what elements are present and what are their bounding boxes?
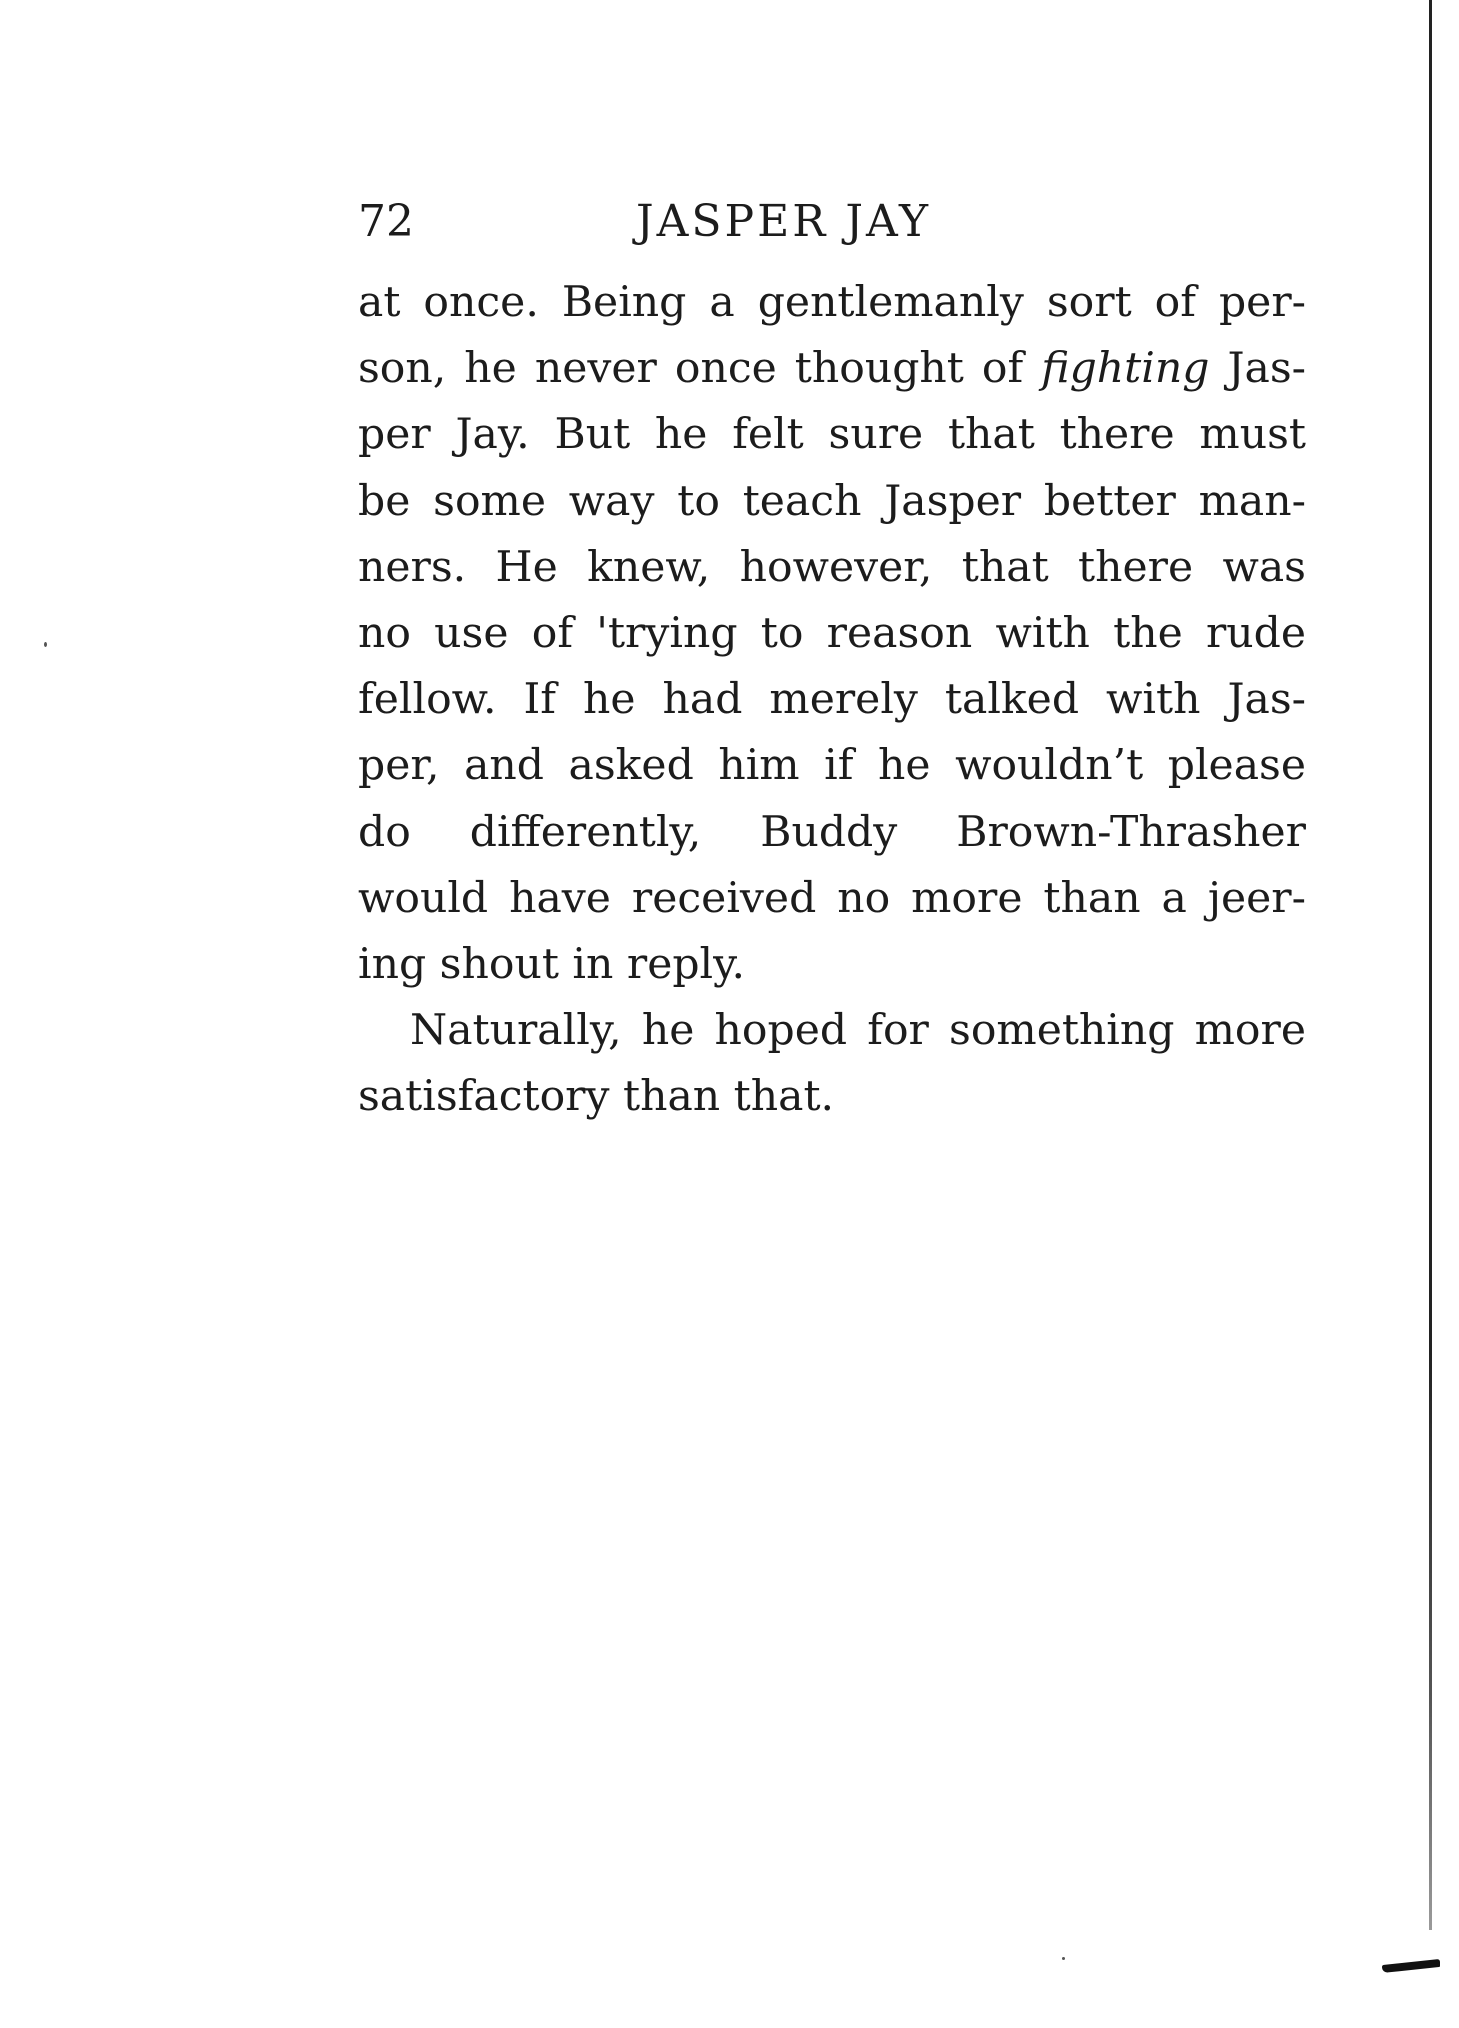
italic-word: fighting — [1041, 344, 1210, 394]
text-line — [358, 800, 1306, 866]
text-line — [358, 270, 1306, 336]
ink-speck — [44, 642, 47, 647]
body-text — [358, 270, 1306, 1130]
text-line — [358, 469, 1306, 535]
text-segment: per Jay. But he felt sure that there must — [358, 410, 1306, 460]
text-segment: son, he never once thought of — [358, 344, 1042, 394]
paragraph — [358, 998, 1306, 1130]
paragraph — [358, 270, 1306, 998]
page-number: 72 — [358, 196, 414, 247]
text-segment: would have received no more than a jeer- — [358, 873, 1306, 923]
page-edge-rule — [1429, 0, 1432, 1930]
running-head — [358, 192, 1308, 252]
text-line — [358, 402, 1306, 468]
text-segment: Jas- — [1209, 344, 1306, 394]
binding-mark — [1382, 1959, 1440, 1973]
text-segment: at once. Being a gentlemanly sort of per- — [358, 278, 1306, 327]
text-segment: fellow. If he had merely talked with Jas- — [358, 675, 1306, 725]
text-segment: per, and asked him if he wouldn’t please — [358, 741, 1306, 791]
text-segment: ners. He knew, however, that there was — [358, 542, 1306, 592]
text-line — [358, 336, 1306, 402]
text-line-last — [358, 932, 1306, 998]
text-segment: Naturally, he hoped for something more — [410, 1006, 1306, 1056]
text-line — [358, 998, 1306, 1064]
text-segment: ing shout in reply. — [358, 939, 746, 989]
text-line — [358, 733, 1306, 799]
text-line-last — [358, 1064, 1306, 1130]
ink-speck — [1062, 1957, 1065, 1960]
text-line — [358, 667, 1306, 733]
text-line — [358, 535, 1306, 601]
text-segment: do differently, Buddy Brown-Thrasher — [358, 807, 1306, 857]
running-title: JASPER JAY — [636, 196, 932, 247]
text-segment: satisfactory than that. — [358, 1072, 835, 1122]
text-line — [358, 601, 1306, 667]
text-segment: be some way to teach Jasper better man- — [358, 476, 1306, 526]
text-line — [358, 866, 1306, 932]
text-segment: no use of 'trying to reason with the rude — [358, 608, 1306, 658]
